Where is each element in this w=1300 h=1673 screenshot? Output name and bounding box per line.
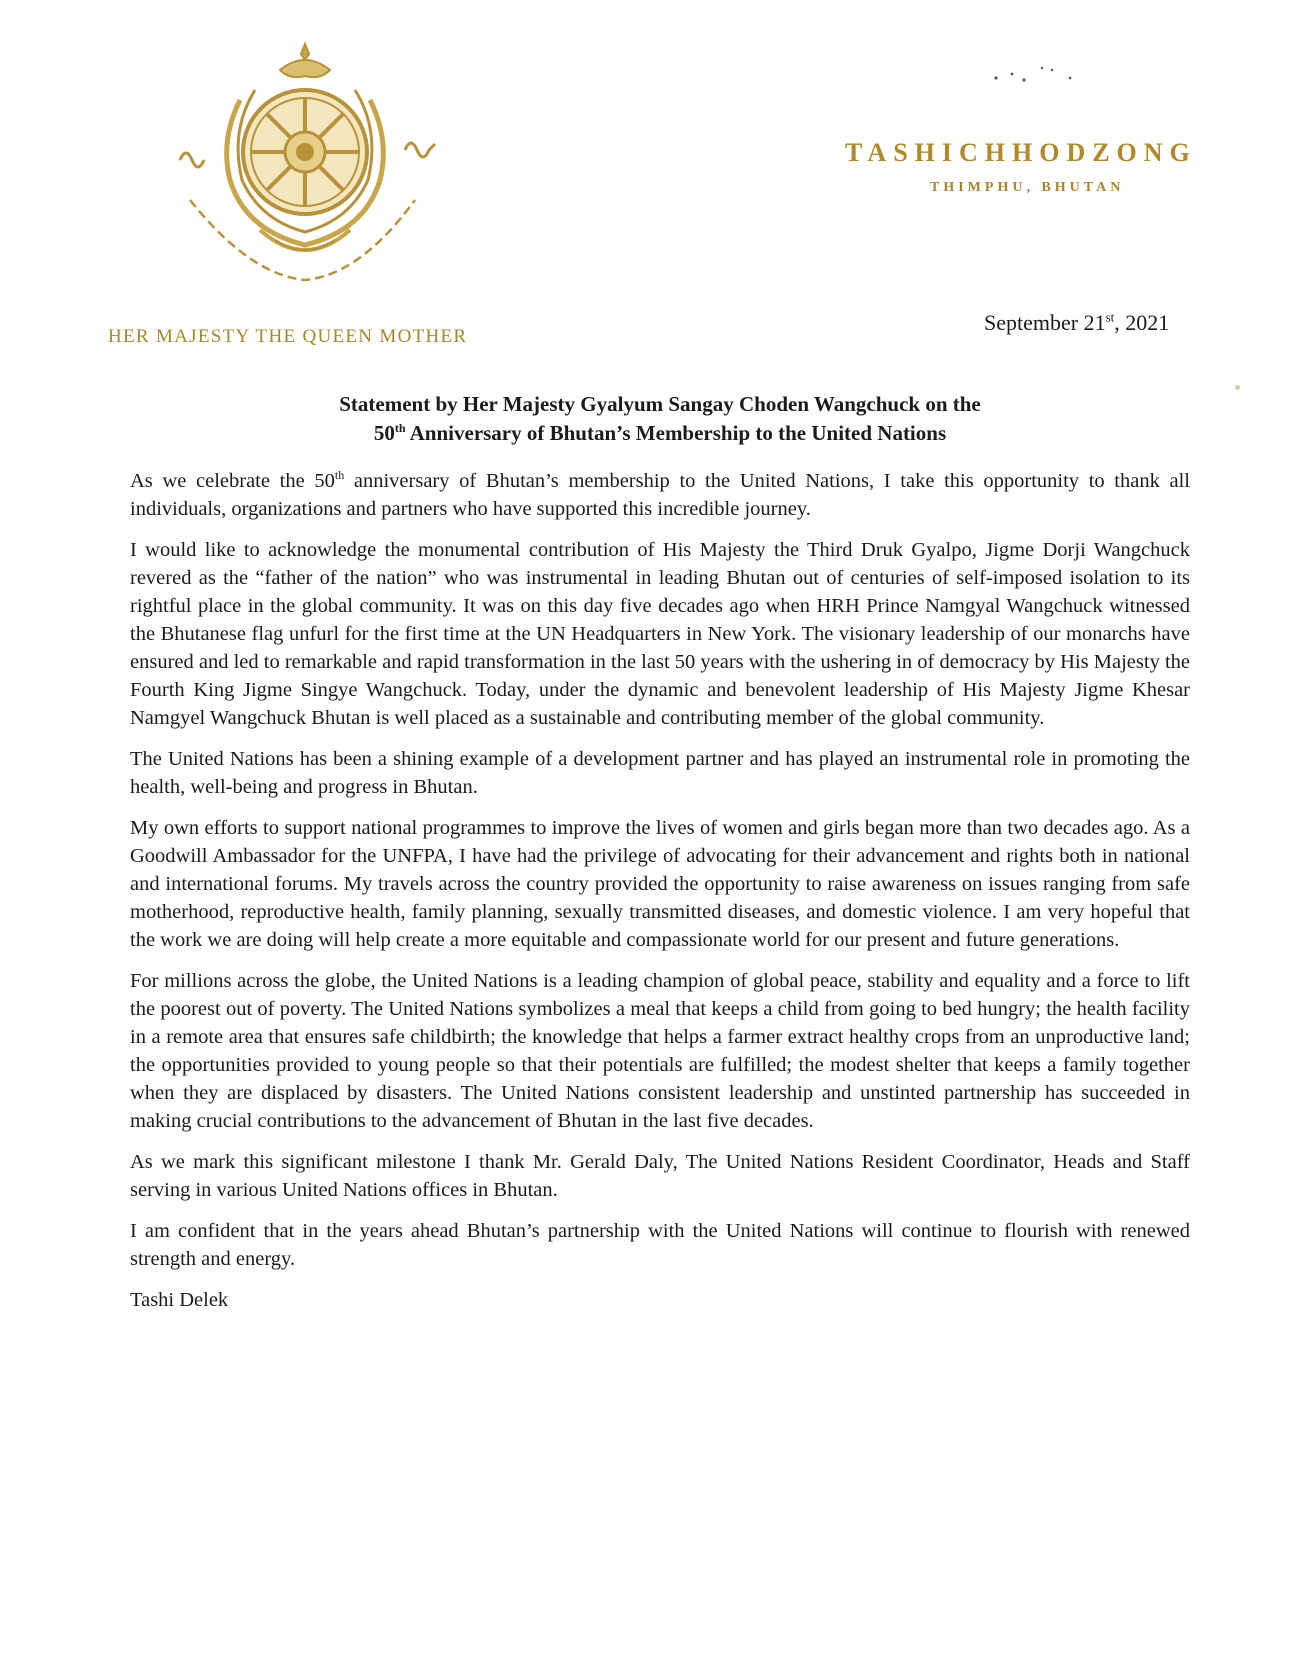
paragraph-2: I would like to acknowledge the monumental contribution of His Majesty the Third Druk Gyalpo, Jigme Dorji Wangchuck revered as the “father of the nation” who was instrumental in leading Bhutan out of centuries of self-imposed isolation to its rightful place in the global community. It was on this day five decades ago when HRH Prince Namgyal Wangchuck witnessed the Bhutanese flag unfurl for the first time at the UN Headquarters in New York. The visionary leadership of our monarchs have ensured and led to remarkable and rapid transformation in the last 50 years with the ushering in of democracy by His Majesty the Fourth King Jigme Singye Wangchuck. Today, under the dynamic and benevolent leadership of His Majesty Jigme Khesar Namgyel Wangchuck Bhutan is well placed as a sustainable and contributing member of the global community. [130, 539, 1190, 729]
closing-salutation: Tashi Delek [130, 1289, 229, 1311]
paragraph-4: My own efforts to support national programmes to improve the lives of women and girls began more than two decades ago. As a Goodwill Ambassador for the UNFPA, I have had the privilege of advocating for their advancement and rights both in national and international forums. My travels across the country provided the opportunity to raise awareness on issues ranging from safe motherhood, reproductive health, family planning, sexually transmitted diseases, and domestic violence. I am very hopeful that the work we are doing will help create a more equitable and compassionate world for our present and future generations. [130, 817, 1190, 951]
ink-specks [990, 60, 1080, 90]
statement-title [130, 390, 1190, 448]
royal-seal-emblem-icon [160, 40, 450, 300]
statement-body [130, 467, 1190, 1314]
paragraph-1-end: anniversary of Bhutan’s membership to the United Nations, I take this opportunity to thank all individuals, organizations and partners who have supported this incredible journey. [130, 470, 1191, 520]
title-line-2 [130, 419, 1190, 448]
paragraph-5: For millions across the globe, the United Nations is a leading champion of global peace, stability and equality and a force to lift the poorest out of poverty. The United Nations symbolizes a meal that keeps a child from going to bed hungry; the health facility in a remote area that ensures safe childbirth; the knowledge that helps a farmer extract healthy crops from an unproductive land; the opportunities provided to young people so that their potentials are fulfilled; the modest shelter that keeps a family together when they are displaced by disasters. The United Nations consistent leadership and unstinted partnership has succeeded in making crucial contributions to the advancement of Bhutan in the last five decades. [130, 970, 1190, 1132]
letter-date [984, 310, 1169, 336]
paper-speck [1235, 385, 1240, 390]
paragraph-1 [130, 467, 1190, 523]
title-line-1: Statement by Her Majesty Gyalyum Sangay Choden Wangchuck on the [339, 392, 981, 416]
office-name: HER MAJESTY THE QUEEN MOTHER [108, 326, 468, 347]
date-suffix: st [1105, 309, 1115, 325]
date-year: , 2021 [1114, 310, 1170, 335]
paragraph-1-start: As we celebrate the 50 [130, 470, 335, 492]
paragraph-1-superscript: th [334, 468, 345, 483]
paragraph-3: The United Nations has been a shining example of a development partner and has played an instrumental role in promoting the health, well-being and progress in Bhutan. [130, 748, 1190, 798]
paragraph-7: I am confident that in the years ahead Bhutan’s partnership with the United Nations will continue to flourish with renewed strength and energy. [130, 1220, 1190, 1270]
letterhead-subtitle: THIMPHU, BHUTAN [930, 180, 1125, 195]
title-rest: Anniversary of Bhutan’s Membership to the United Nations [405, 421, 947, 445]
letterhead-title: TASHICHHODZONG [845, 138, 1197, 167]
date-text: September 21 [984, 310, 1106, 335]
paragraph-6: As we mark this significant milestone I thank Mr. Gerald Daly, The United Nations Resident Coordinator, Heads and Staff serving in various United Nations offices in Bhutan. [130, 1151, 1190, 1201]
title-number: 50 [373, 421, 395, 445]
title-superscript: th [394, 421, 406, 435]
